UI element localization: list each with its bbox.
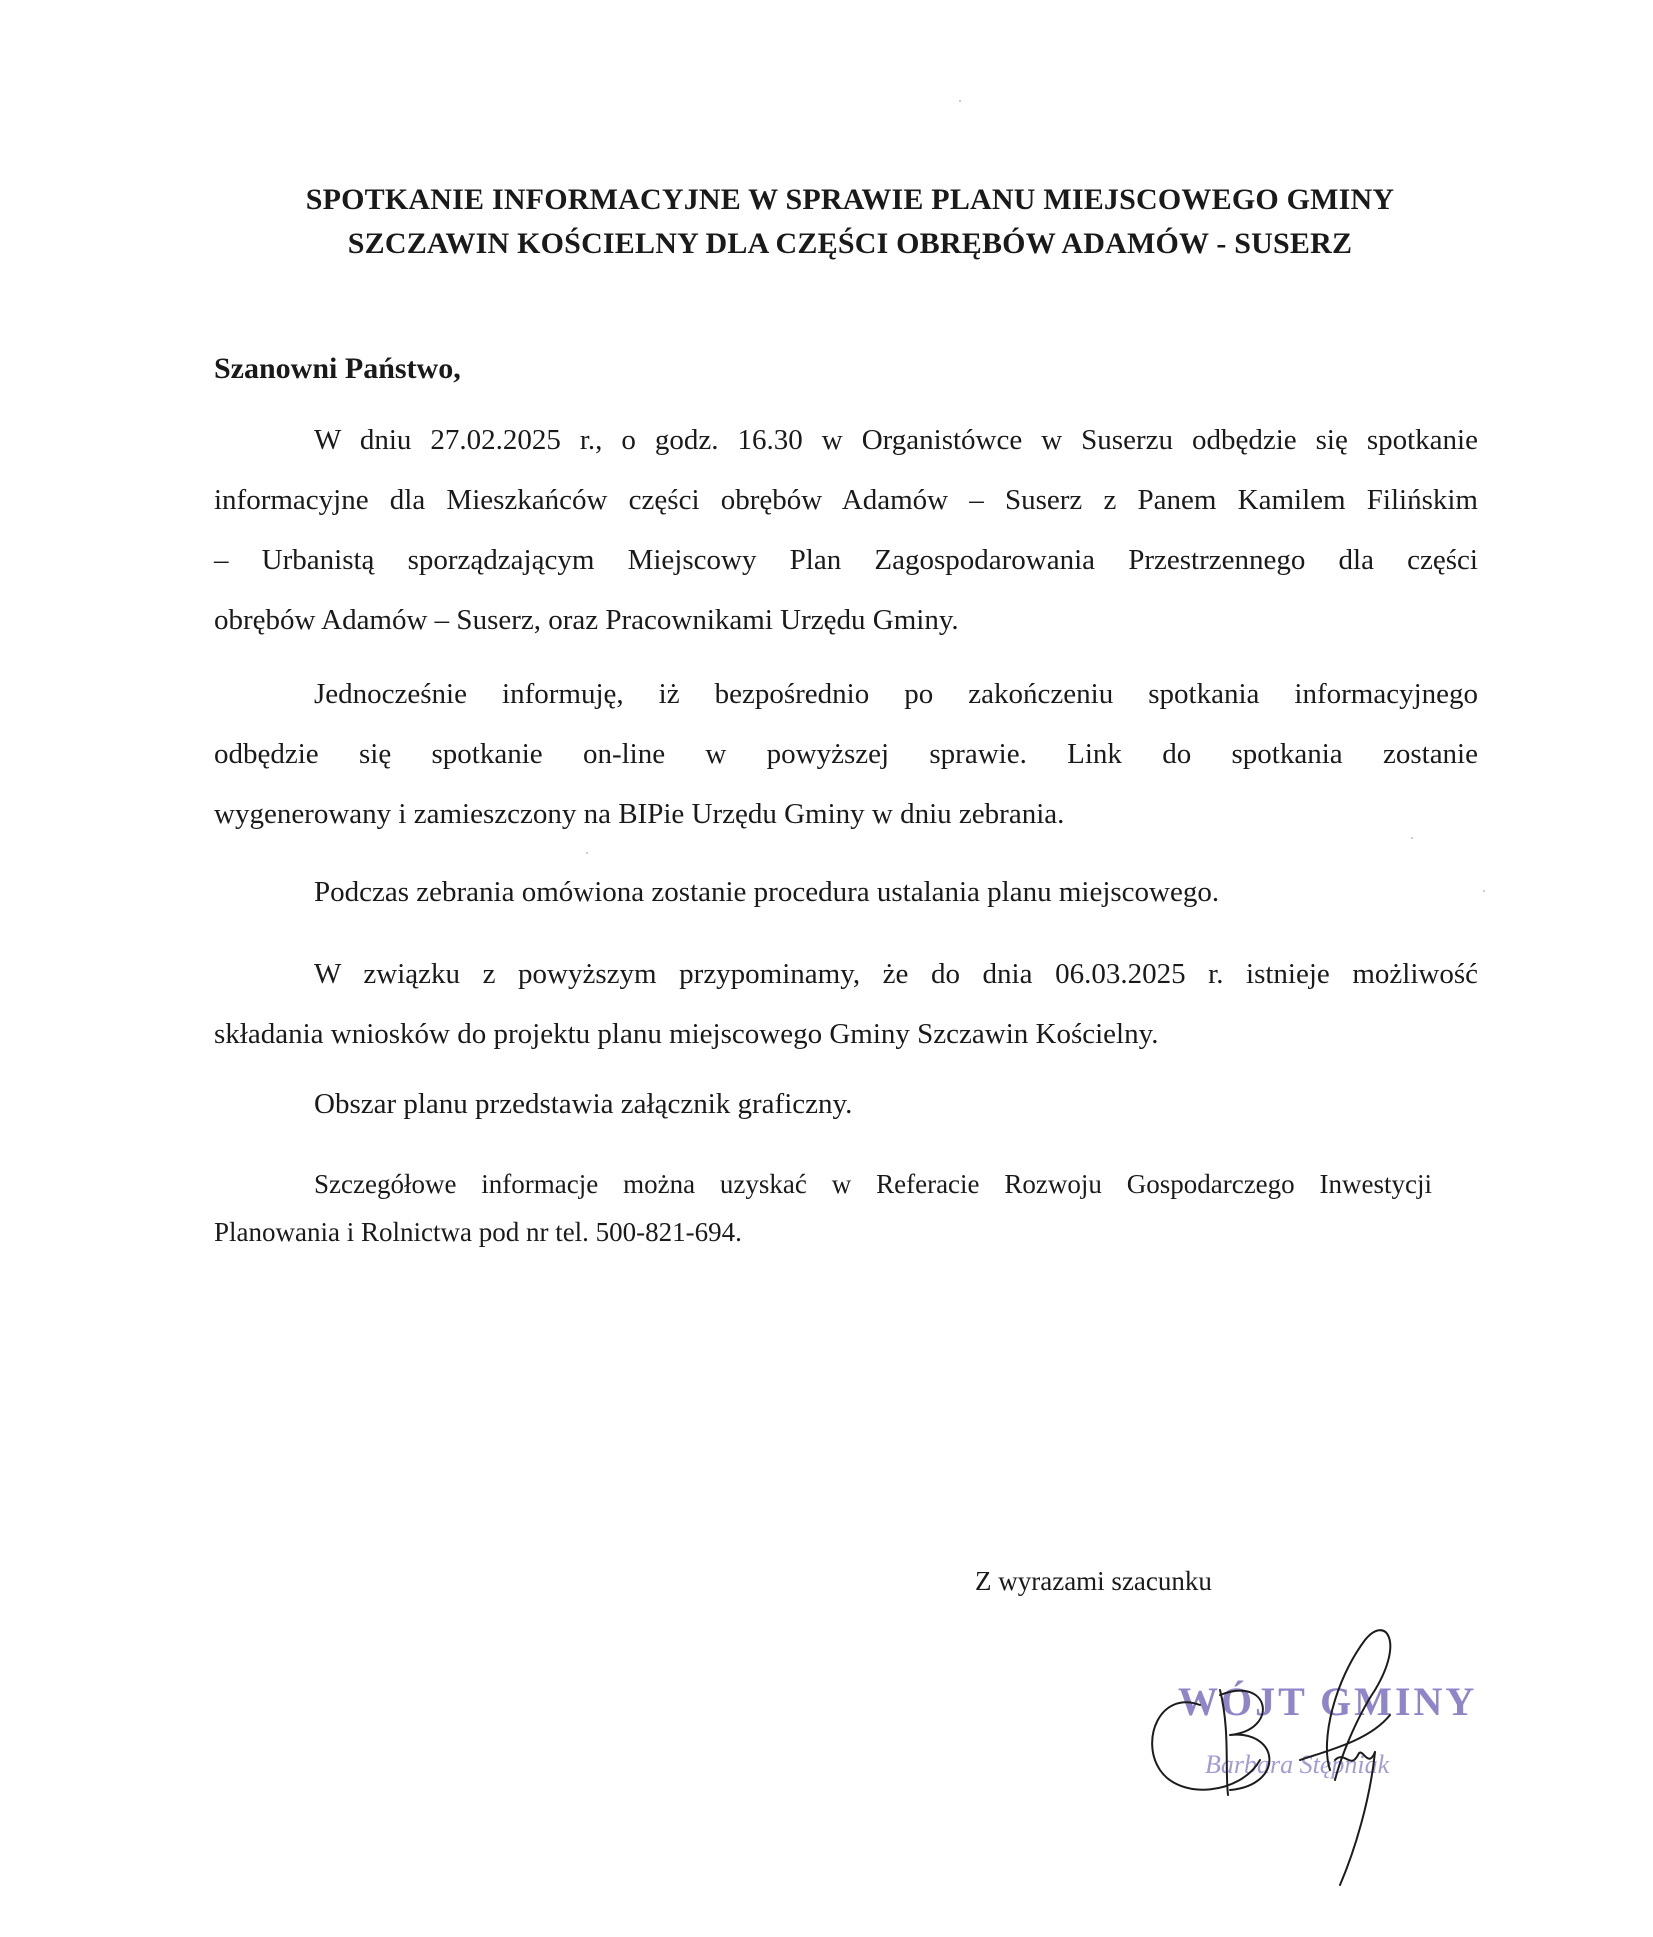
paragraph-line: W dniu 27.02.2025 r., o godz. 16.30 w Organistówce w Suserzu odbędzie się spotkanie xyxy=(314,424,1478,456)
signature-icon xyxy=(1130,1620,1450,1890)
paragraph-line: Jednocześnie informuję, iż bezpośrednio po zakończeniu spotkania informacyjnego xyxy=(314,678,1478,710)
paragraph-line: składania wniosków do projektu planu miejscowego Gminy Szczawin Kościelny. xyxy=(214,1018,1159,1050)
paragraph-line: Podczas zebrania omówiona zostanie procedura ustalania planu miejscowego. xyxy=(314,876,1220,908)
salutation: Szanowni Państwo, xyxy=(214,352,461,385)
stamp-name: Barbara Stępniak xyxy=(1205,1750,1390,1779)
paragraph-line: obrębów Adamów – Suserz, oraz Pracownikami Urzędu Gminy. xyxy=(214,604,959,636)
document-title xyxy=(150,178,1550,266)
paragraph-online-meeting xyxy=(214,664,1478,844)
paragraph-meeting-info xyxy=(214,410,1478,650)
closing-phrase: Z wyrazami szacunku xyxy=(975,1566,1212,1596)
scan-speck xyxy=(586,852,588,854)
paragraph-procedure xyxy=(214,862,1478,922)
paragraph-line: – Urbanistą sporządzającym Miejscowy Plan Zagospodarowania Przestrzennego dla części xyxy=(214,544,1478,576)
paragraph-line: wygenerowany i zamieszczony na BIPie Urzędu Gminy w dniu zebrania. xyxy=(214,798,1065,830)
scan-speck xyxy=(959,100,961,102)
scan-speck xyxy=(1411,837,1413,839)
paragraph-deadline xyxy=(214,944,1478,1064)
paragraph-attachment xyxy=(214,1074,1478,1134)
paragraph-line: Obszar planu przedstawia załącznik graficzny. xyxy=(314,1088,853,1120)
paragraph-line: Szczegółowe informacje można uzyskać w Referacie Rozwoju Gospodarczego Inwestycji xyxy=(314,1169,1432,1199)
paragraph-contact xyxy=(214,1160,1432,1256)
title-line-2: SZCZAWIN KOŚCIELNY DLA CZĘŚCI OBRĘBÓW ADAMÓW - SUSERZ xyxy=(347,227,1353,260)
scan-speck xyxy=(1483,890,1485,892)
paragraph-line: odbędzie się spotkanie on-line w powyższej sprawie. Link do spotkania zostanie xyxy=(214,738,1478,770)
paragraph-line: W związku z powyższym przypominamy, że do dnia 06.03.2025 r. istnieje możliwość xyxy=(314,958,1478,990)
paragraph-line: informacyjne dla Mieszkańców części obrębów Adamów – Suserz z Panem Kamilem Filińskim xyxy=(214,484,1478,516)
title-line-1: SPOTKANIE INFORMACYJNE W SPRAWIE PLANU MIEJSCOWEGO GMINY xyxy=(305,183,1395,216)
stamp-title: WÓJT GMINY xyxy=(1178,1679,1478,1724)
paragraph-line: Planowania i Rolnictwa pod nr tel. 500-821-694. xyxy=(214,1217,742,1247)
